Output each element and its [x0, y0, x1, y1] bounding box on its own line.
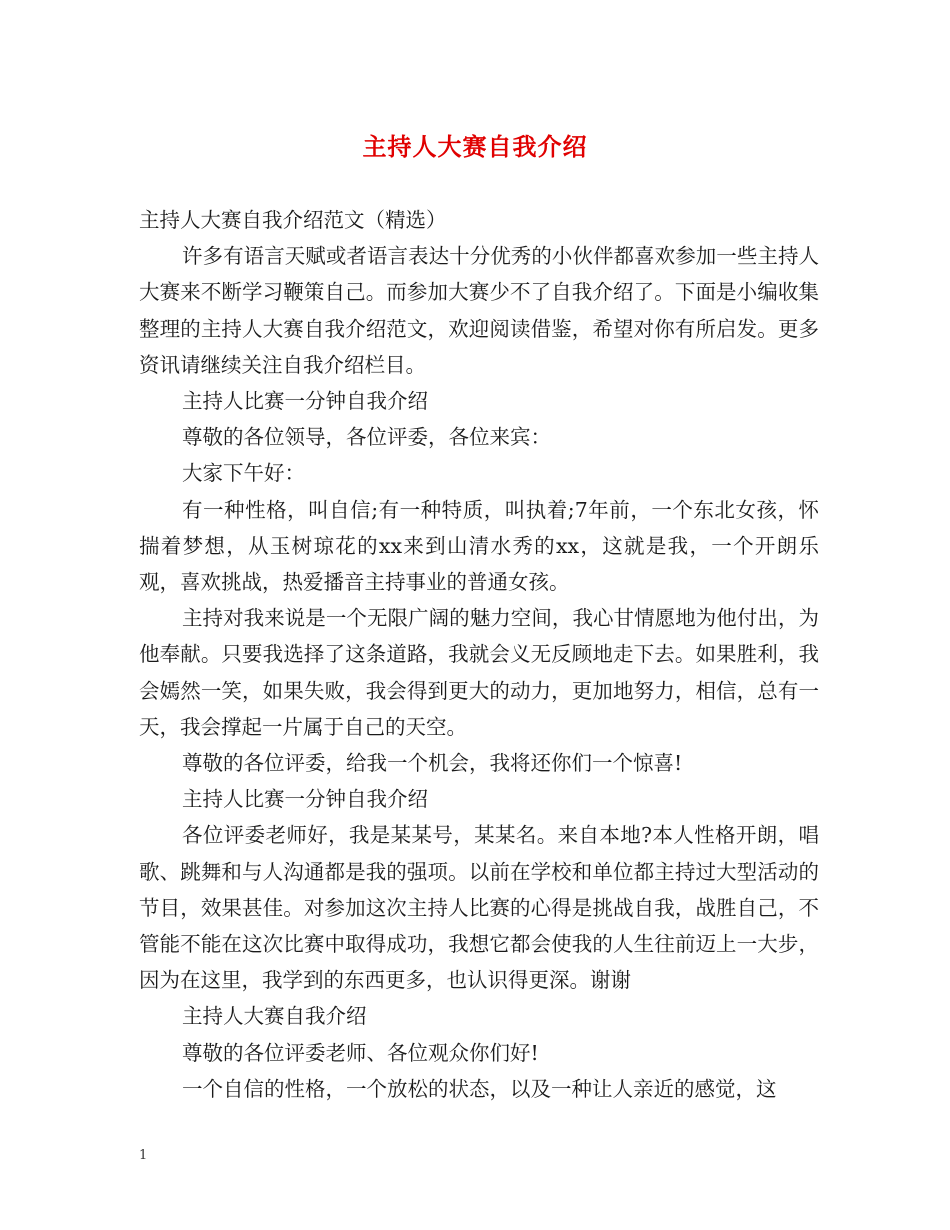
paragraph: 一个自信的性格，一个放松的状态，以及一种让人亲近的感觉，这 [182, 1076, 777, 1101]
paragraph: 大家下午好： [182, 461, 305, 486]
paragraph: 主持人比赛一分钟自我介绍 [182, 787, 428, 812]
paragraph: 有一种性格，叫自信;有一种特质，叫执着;7年前，一个东北女孩，怀揣着梦想，从玉树琼花的xx来到山清水秀的xx，这就是我，一个开朗乐观，喜欢挑战，热爱播音主持事业的普通女孩。 [139, 497, 819, 595]
paragraph: 许多有语言天赋或者语言表达十分优秀的小伙伴都喜欢参加一些主持人大赛来不断学习鞭策自己。而参加大赛少不了自我介绍了。下面是小编收集整理的主持人大赛自我介绍范文，欢迎阅读借鉴，希望对你有所启发。更多资讯请继续关注自我介绍栏目。 [139, 244, 819, 377]
paragraph: 尊敬的各位评委老师、各位观众你们好! [182, 1040, 539, 1065]
paragraph: 主持对我来说是一个无限广阔的魅力空间，我心甘情愿地为他付出，为他奉献。只要我选择了这条道路，我就会义无反顾地走下去。如果胜利，我会嫣然一笑，如果失败，我会得到更大的动力，更加地努力，相信，总有一天，我会撑起一片属于自己的天空。 [139, 606, 819, 739]
paragraph: 各位评委老师好，我是某某号，某某名。来自本地?本人性格开朗，唱歌、跳舞和与人沟通都是我的强项。以前在学校和单位都主持过大型活动的节目，效果甚佳。对参加这次主持人比赛的心得是挑战自我，战胜自己，不管能不能在这次比赛中取得成功，我想它都会使我的人生往前迈上一大步，因为在这里，我学到的东西更多，也认识得更深。谢谢 [139, 823, 819, 993]
paragraph: 主持人比赛一分钟自我介绍 [182, 389, 428, 414]
paragraph: 主持人大赛自我介绍 [182, 1004, 367, 1029]
document-title: 主持人大赛自我介绍 [362, 132, 588, 161]
page-number: 1 [139, 1148, 148, 1163]
paragraph: 尊敬的各位领导，各位评委，各位来宾： [182, 425, 551, 450]
paragraph: 主持人大赛自我介绍范文（精选） [139, 208, 447, 232]
document-body [139, 202, 819, 1107]
paragraph: 尊敬的各位评委，给我一个机会，我将还你们一个惊喜! [182, 751, 683, 776]
